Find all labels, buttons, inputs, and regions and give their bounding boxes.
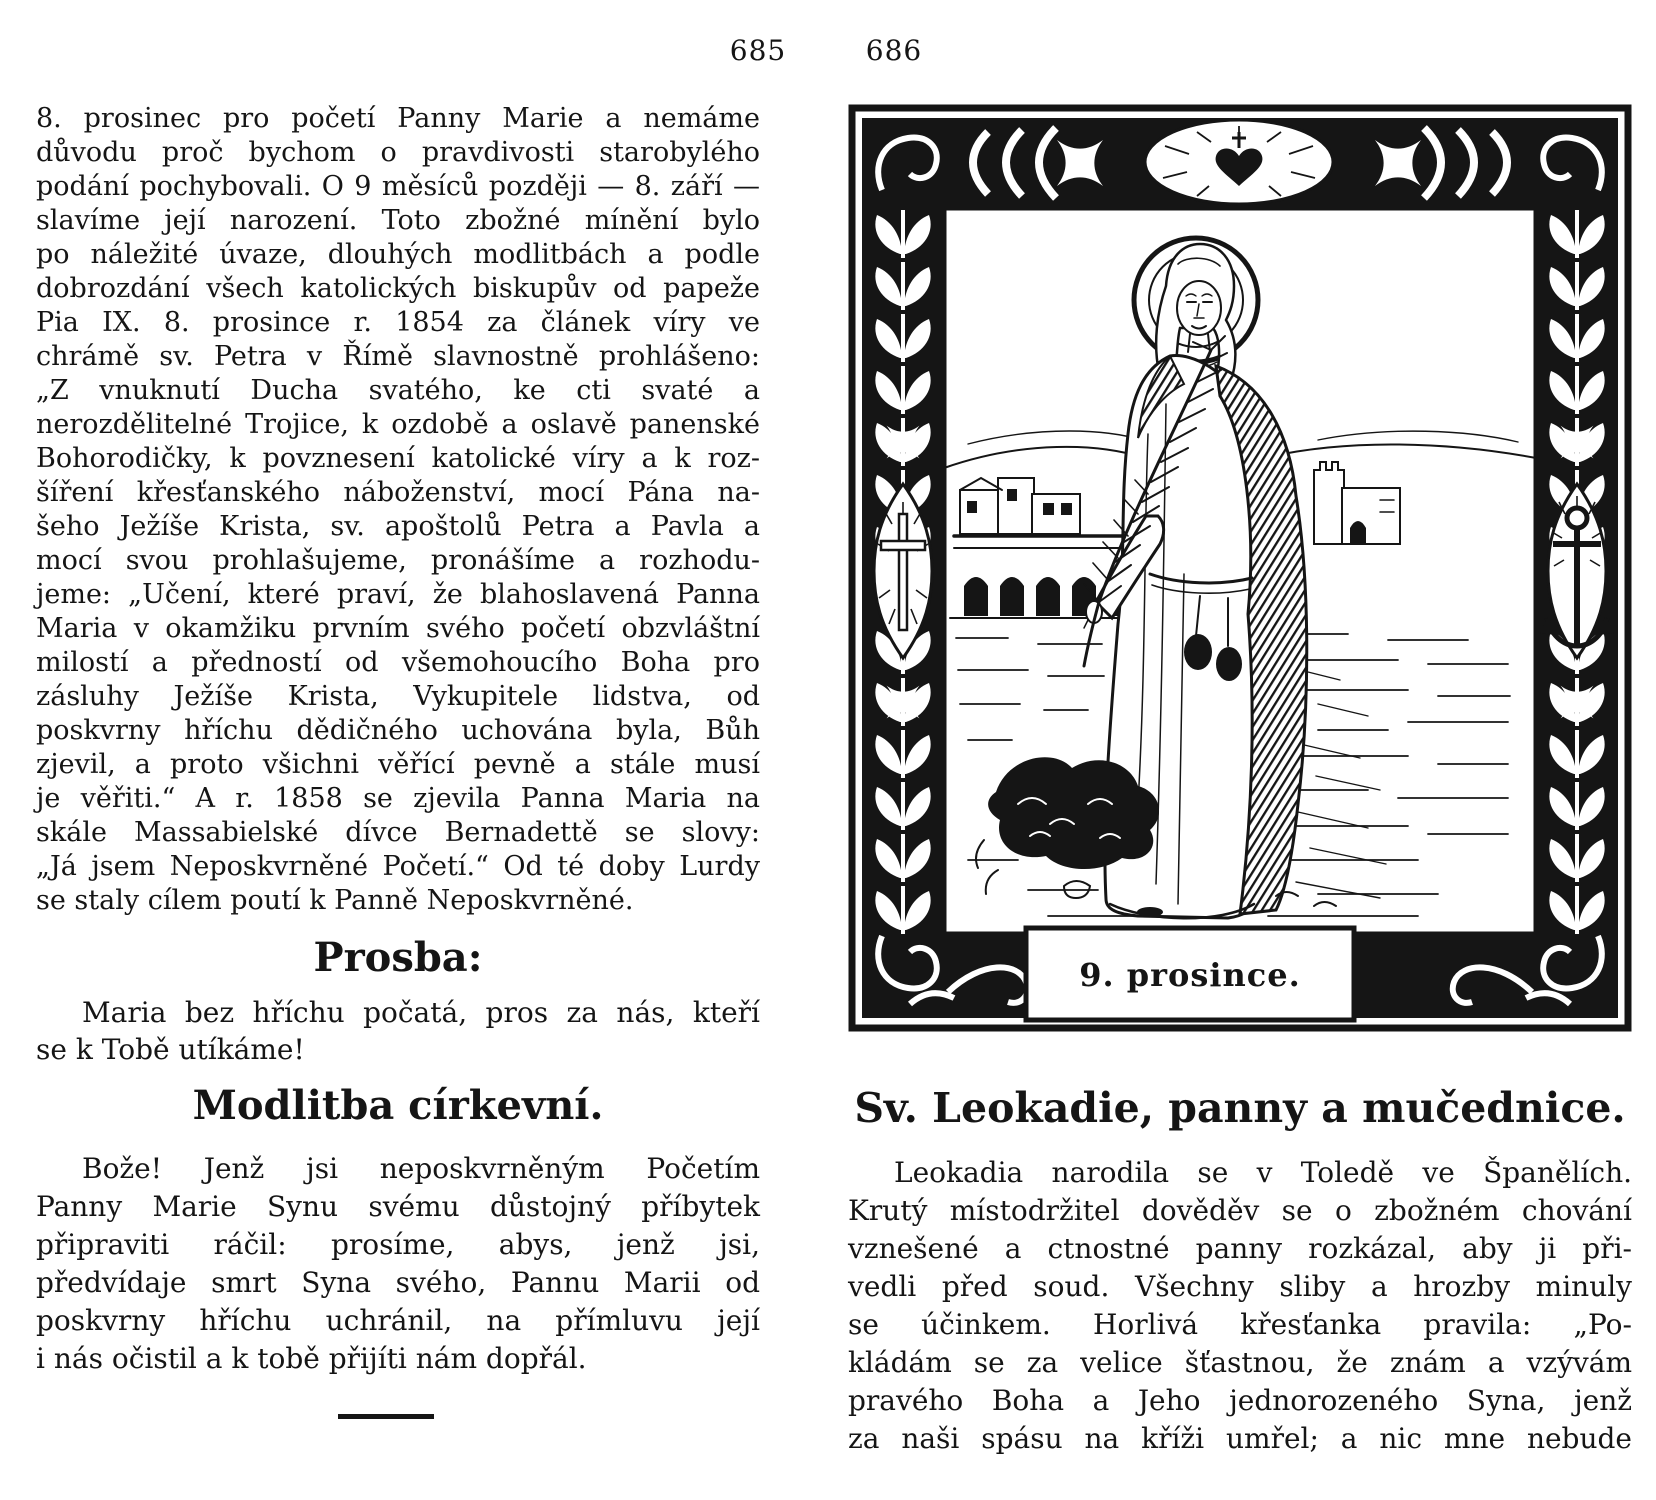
text-line: 8. prosinec pro početí Panny Marie a nemáme	[36, 103, 760, 134]
page-number-right: 686	[865, 34, 923, 67]
text-line: i nás očistil a k tobě přijíti nám dopřál.	[36, 1342, 587, 1375]
text-line: je věřiti.“ A r. 1858 se zjevila Panna Maria na	[36, 783, 760, 814]
text-line: po náležité úvaze, dlouhých modlitbách a podle	[36, 239, 760, 270]
text-line: poskvrny hříchu uchránil, na přímluvu její	[36, 1304, 760, 1337]
text-line: důvodu proč bychom o pravdivosti starobylého	[36, 137, 760, 168]
text-line: Maria bez hříchu počatá, pros za nás, kteří	[82, 996, 760, 1029]
text-line: milostí a předností od všemohoucího Boha pro	[36, 647, 760, 678]
text-line: skále Massabielské dívce Bernadettě se slovy:	[36, 817, 760, 848]
modlitba-heading: Modlitba církevní.	[192, 1082, 604, 1129]
text-line: šíření křesťanského náboženství, mocí Pána na-	[36, 477, 760, 508]
leokadie-heading: Sv. Leokadie, panny a mučednice.	[854, 1084, 1626, 1132]
text-line: dobrozdání všech katolických biskupův od papeže	[36, 273, 760, 304]
text-line: se k Tobě utíkáme!	[36, 1033, 305, 1066]
text-line: „Z vnuknutí Ducha svatého, ke cti svaté a	[36, 375, 760, 406]
text-line: poskvrny hříchu dědičného uchována byla, Bůh	[36, 715, 760, 746]
text-line: nerozdělitelné Trojice, k ozdobě a oslavě panenské	[36, 409, 760, 440]
text-line: Krutý místodržitel dověděv se o zbožném chování	[848, 1194, 1632, 1227]
text-line: Maria v okamžiku prvním svého početí obzvláštní	[36, 613, 760, 644]
text-line: předvídaje smrt Syna svého, Pannu Marii od	[36, 1266, 760, 1299]
holy-card-illustration	[848, 104, 1632, 1032]
text-line: šeho Ježíše Krista, sv. apoštolů Petra a Pavla a	[36, 511, 760, 542]
text-line: Leokadia narodila se v Toledě ve Španělích.	[894, 1156, 1632, 1189]
text-line: za naši spásu na kříži umřel; a nic mne nebude	[848, 1422, 1632, 1455]
text-line: vedli před soud. Všechny sliby a hrozby minuly	[848, 1270, 1632, 1303]
text-line: kládám se za velice šťastnou, že znám a vzývám	[848, 1346, 1632, 1379]
text-line: pravého Boha a Jeho jednorozeného Syna, jenž	[848, 1384, 1632, 1417]
text-line: podání pochybovali. O 9 měsíců později — 8. září —	[36, 171, 760, 202]
section-end-rule	[338, 1414, 434, 1419]
text-line: vznešené a ctnostné panny rozkázal, aby ji při-	[848, 1232, 1632, 1265]
modlitba-paragraph	[36, 1150, 760, 1378]
page-number-left: 685	[729, 34, 787, 67]
prosba-paragraph	[36, 994, 760, 1068]
text-line: zásluhy Ježíše Krista, Vykupitele lidstva, od	[36, 681, 760, 712]
leokadie-paragraph	[848, 1154, 1632, 1458]
text-line: slavíme její narození. Toto zbožné mínění bylo	[36, 205, 760, 236]
text-line: mocí svou prohlašujeme, pronášíme a rozhodu-	[36, 545, 760, 576]
text-line: zjevil, a proto všichni věřící pevně a stále musí	[36, 749, 760, 780]
text-line: jeme: „Učení, které praví, že blahoslavená Panna	[36, 579, 760, 610]
illustration-art	[848, 104, 1632, 1032]
text-line: připraviti ráčil: prosíme, abys, jenž jsi,	[36, 1228, 760, 1261]
text-line: Pia IX. 8. prosince r. 1854 za článek víry ve	[36, 307, 760, 338]
text-line: Bohorodičky, k povznesení katolické víry a k roz-	[36, 443, 760, 474]
sacred-heart-icon	[1145, 120, 1333, 204]
text-line: se staly cílem poutí k Panně Neposkvrněné.	[36, 885, 634, 916]
text-line: „Já jsem Neposkvrněné Početí.“ Od té doby Lurdy	[36, 851, 760, 882]
prosba-heading: Prosba:	[313, 934, 483, 981]
text-line: se účinkem. Horlivá křesťanka pravila: „Po-	[848, 1308, 1632, 1341]
text-line: Bože! Jenž jsi neposkvrněným Početím	[82, 1152, 760, 1185]
text-line: Panny Marie Synu svému důstojný příbytek	[36, 1190, 760, 1223]
illustration-caption: 9. prosince.	[1079, 956, 1301, 994]
text-line: chrámě sv. Petra v Římě slavnostně prohlášeno:	[36, 341, 760, 372]
intro-paragraph	[36, 102, 760, 918]
